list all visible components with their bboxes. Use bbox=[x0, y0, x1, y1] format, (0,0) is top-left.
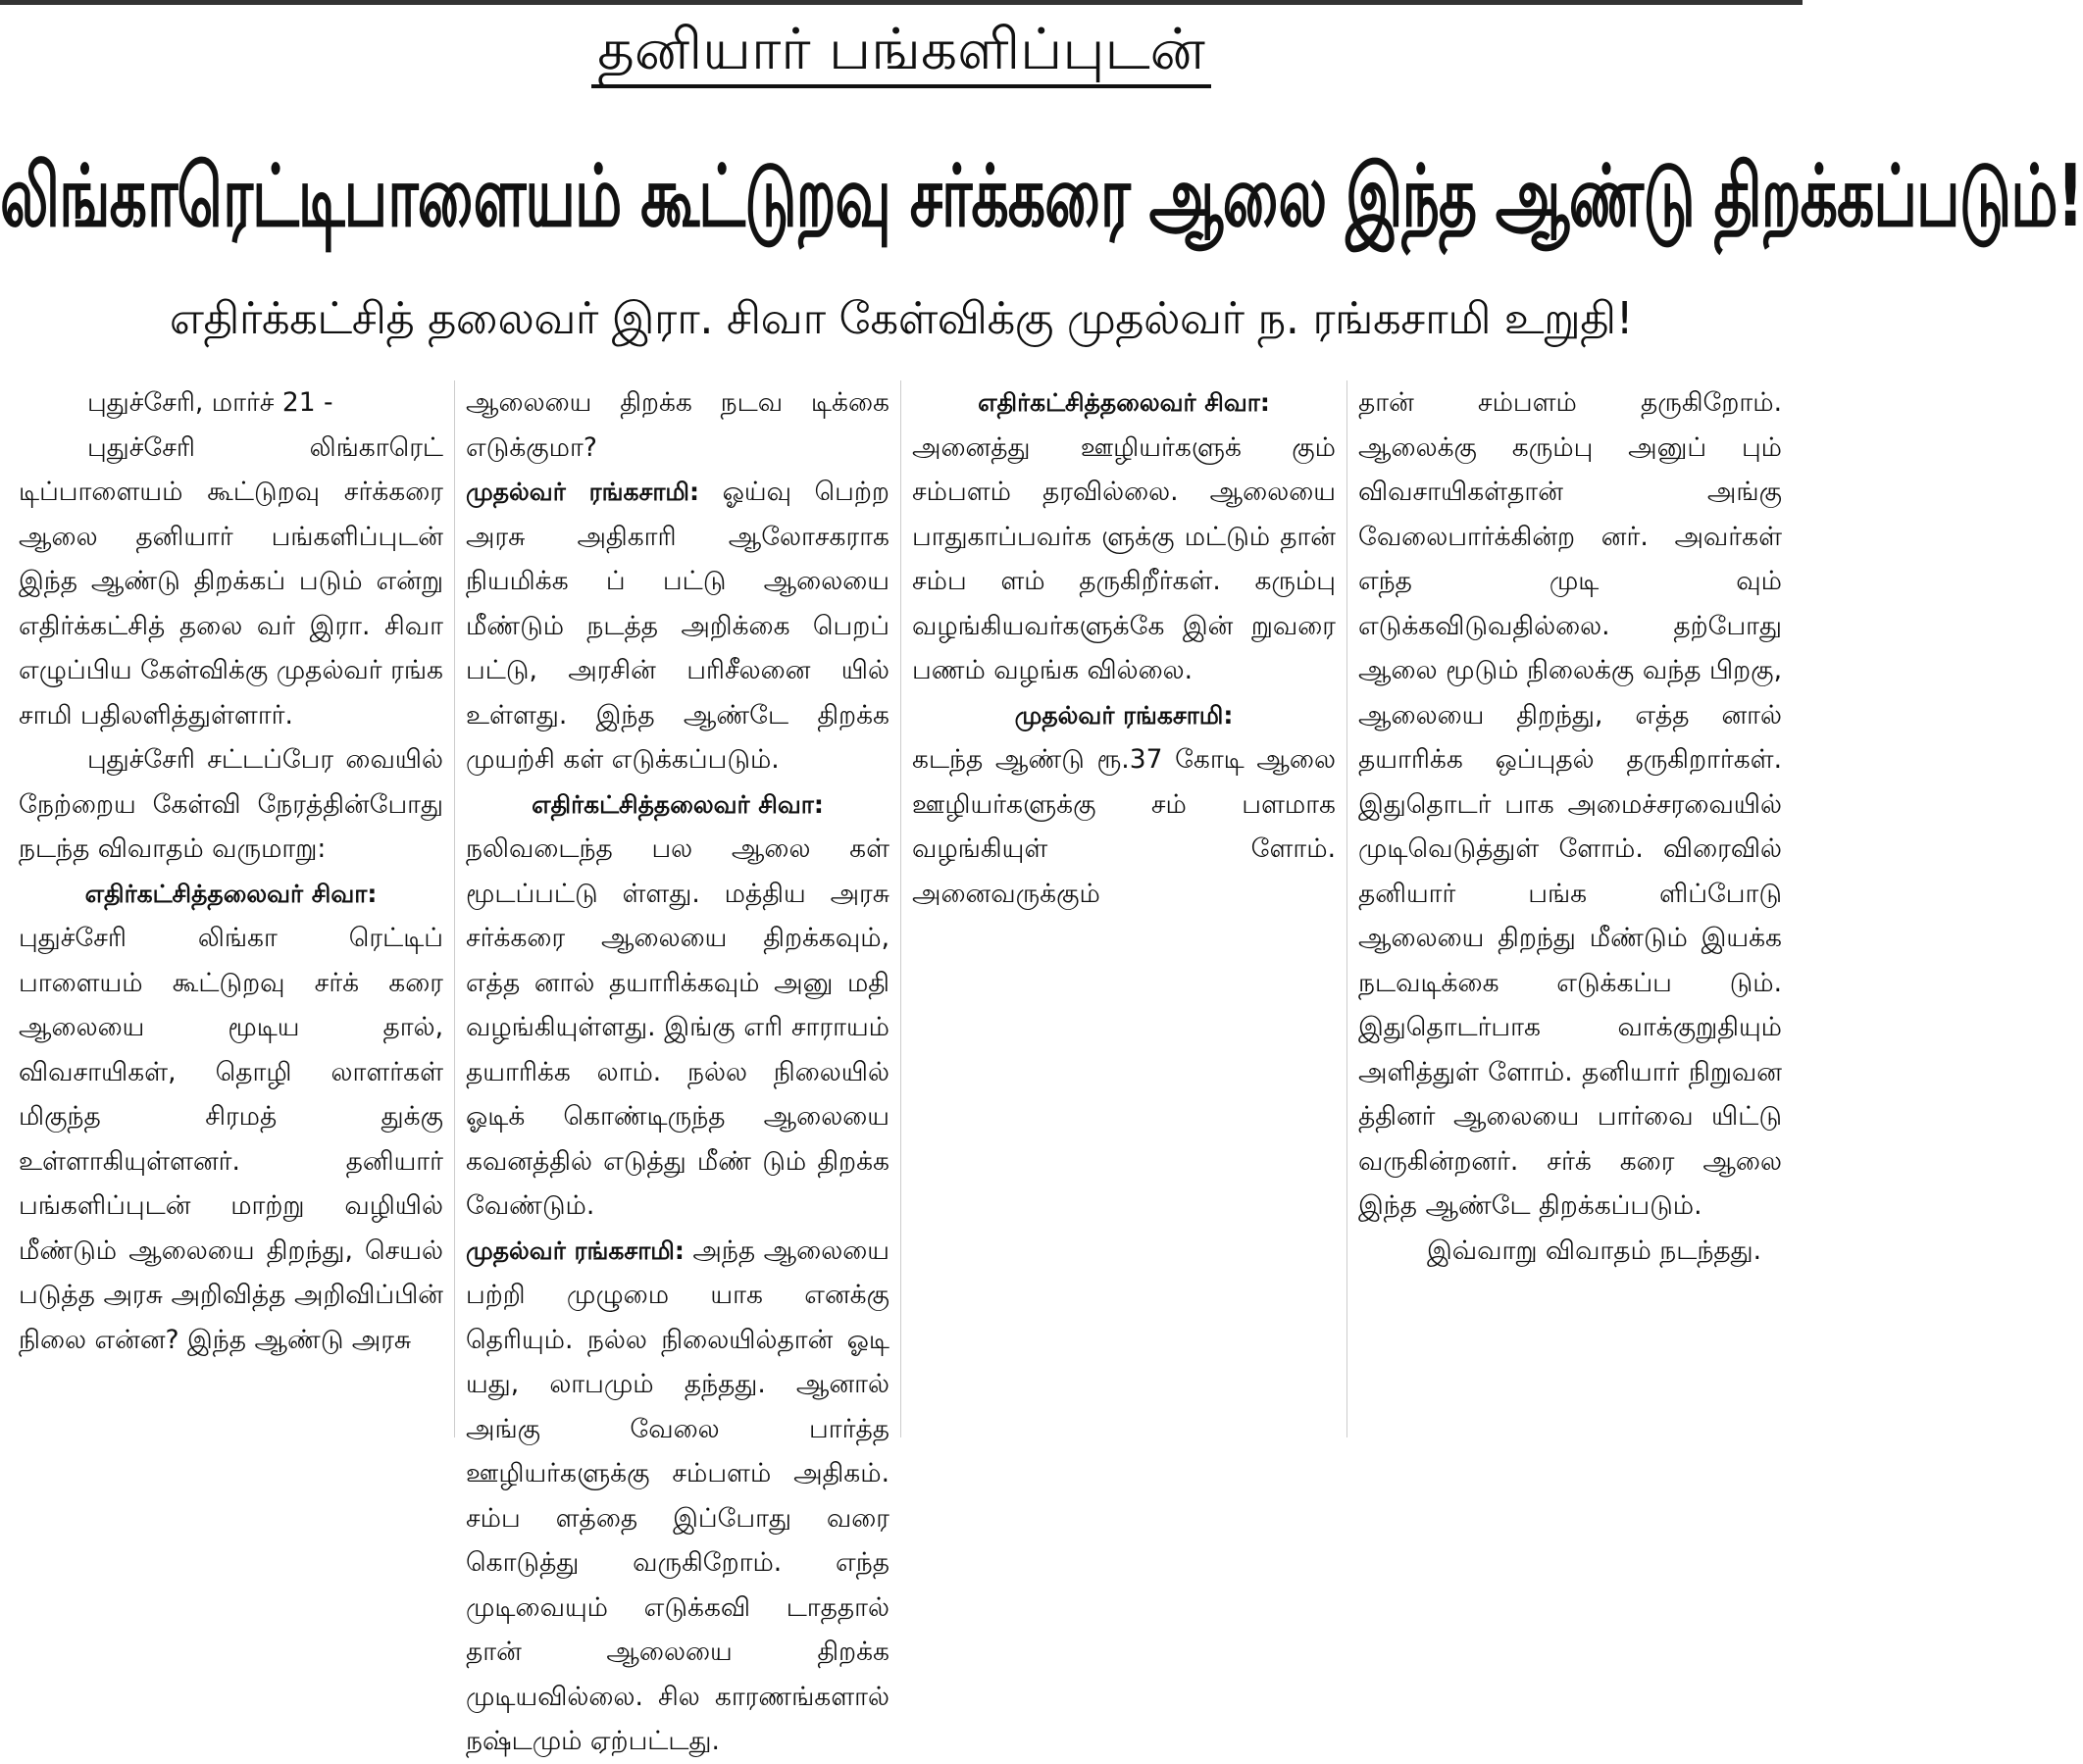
article-column-2 bbox=[454, 380, 900, 1756]
top-border-rule bbox=[0, 0, 1803, 5]
article-paragraph bbox=[466, 1229, 889, 1764]
article-paragraph: நலிவடைந்த பல ஆலை கள் மூடப்பட்டு ள்ளது. மத்திய அரசு சர்க்கரை ஆலையை திறக்கவும், எத்த னால் தயாரிக்கவும் அனு மதி வழங்கியுள்ளது. இங்கு எரி சாராயம் தயாரிக்க லாம். நல்ல நிலையில் ஓடிக் கொண்டிருந்த ஆலையை கவனத்தில் எடுத்து மீண் டும் திறக்க வேண்டும். bbox=[466, 833, 889, 1221]
speaker-label: எதிர்கட்சித்தலைவர் சிவா: bbox=[532, 789, 824, 819]
kicker-text: தனியார் பங்களிப்புடன் bbox=[591, 14, 1211, 88]
article-column-4 bbox=[1346, 380, 1793, 1437]
speaker-label: எதிர்கட்சித்தலைவர் சிவா: bbox=[84, 879, 378, 908]
answer-text: ஓய்வு பெற்ற அரசு அதிகாரி ஆலோசகராக நியமிக்க ப் பட்டு ஆலையை மீண்டும் நடத்த அறிக்கை பெறப் பட்டு, அரசின் பரிசீலனை யில் உள்ளது. இந்த ஆண்டே திறக்க முயற்சி கள் எடுக்கப்படும். bbox=[466, 477, 889, 775]
speaker-label: எதிர்கட்சித்தலைவர் சிவா: bbox=[978, 388, 1270, 417]
dateline: புதுச்சேரி, மார்ச் 21 - bbox=[87, 387, 333, 418]
article-paragraph: கடந்த ஆண்டு ரூ.37 கோடி ஆலை ஊழியர்களுக்கு சம் பளமாக வழங்கியுள் ளோம். அனைவருக்கும் bbox=[912, 744, 1336, 909]
article-paragraph: புதுச்சேரி சட்டப்பேர வையில் நேற்றைய கேள்வி நேரத்தின்போது நடந்த விவாதம் வருமாறு: bbox=[19, 744, 443, 864]
headline: லிங்காரெட்டிபாளையம் கூட்டுறவு சர்க்கரை ஆலை இந்த ஆண்டு திறக்கப்படும்! bbox=[0, 147, 2083, 247]
speaker-label: முதல்வர் ரங்கசாமி: bbox=[466, 478, 699, 506]
kicker bbox=[0, 14, 1803, 88]
article-paragraph bbox=[466, 470, 889, 782]
article-column-3 bbox=[900, 380, 1346, 1437]
speaker-label: முதல்வர் ரங்கசாமி: bbox=[466, 1235, 685, 1265]
article-paragraph: அனைத்து ஊழியர்களுக் கும் சம்பளம் தரவில்லை. ஆலையை பாதுகாப்பவர்க ளுக்கு மட்டும் தான் சம்ப ளம் தருகிறீர்கள். கரும்பு வழங்கியவர்களுக்கே இன் றுவரை பணம் வழங்க வில்லை. bbox=[912, 431, 1336, 685]
closing-paragraph: இவ்வாறு விவாதம் நடந்தது. bbox=[1427, 1235, 1762, 1266]
speaker-label: முதல்வர் ரங்கசாமி: bbox=[1014, 700, 1234, 730]
article-paragraph: புதுச்சேரி லிங்காரெட் டிப்பாளையம் கூட்டுறவு சர்க்கரை ஆலை தனியார் பங்களிப்புடன் இந்த ஆண்டு திறக்கப் படும் என்று எதிர்க்கட்சித் தலை வர் இரா. சிவா எழுப்பிய கேள்விக்கு முதல்வர் ரங்க சாமி பதிலளித்துள்ளார். bbox=[19, 431, 443, 731]
subheadline: எதிர்க்கட்சித் தலைவர் இரா. சிவா கேள்விக்கு முதல்வர் ந. ரங்கசாமி உறுதி! bbox=[169, 292, 1634, 344]
answer-text: அந்த ஆலையை பற்றி முழுமை யாக எனக்கு தெரியும். நல்ல நிலையில்தான் ஓடி யது, லாபமும் தந்தது. ஆனால் அங்கு வேலை பார்த்த ஊழியர்களுக்கு சம்பளம் அதிகம். சம்ப ளத்தை இப்போது வரை கொடுத்து வருகிறோம். எந்த முடிவையும் எடுக்கவி டாததால் தான் ஆலையை திறக்க முடியவில்லை. சில காரணங்களால் நஷ்டமும் ஏற்பட்டது. bbox=[466, 1235, 889, 1756]
article-paragraph: தான் சம்பளம் தருகிறோம். ஆலைக்கு கரும்பு அனுப் பும் விவசாயிகள்தான் அங்கு வேலைபார்க்கின்ற னர். அவர்கள் எந்த முடி வும் எடுக்கவிடுவதில்லை. தற்போது ஆலை மூடும் நிலைக்கு வந்த பிறகு, ஆலையை திறந்து, எத்த னால் தயாரிக்க ஒப்புதல் தருகிறார்கள். இதுதொடர் பாக அமைச்சரவையில் முடிவெடுத்துள் ளோம். விரைவில் தனியார் பங்க ளிப்போடு ஆலையை திறந்து மீண்டும் இயக்க நடவடிக்கை எடுக்கப்ப டும். இதுதொடர்பாக வாக்குறுதியும் அளித்துள் ளோம். தனியார் நிறுவன த்தினர் ஆலையை பார்வை யிட்டு வருகின்றனர். சர்க் கரை ஆலை இந்த ஆண்டே திறக்கப்படும். bbox=[1358, 387, 1782, 1221]
article-body bbox=[8, 380, 1795, 1756]
article-paragraph: புதுச்சேரி லிங்கா ரெட்டிப் பாளையம் கூட்டுறவு சர்க் கரை ஆலையை மூடிய தால், விவசாயிகள், தொழி லாளர்கள் மிகுந்த சிரமத் துக்கு உள்ளாகியுள்ளனர். தனியார் பங்களிப்புடன் மாற்று வழியில் மீண்டும் ஆலையை திறந்து, செயல் படுத்த அரசு அறிவித்த அறிவிப்பின் நிலை என்ன? இந்த ஆண்டு அரசு bbox=[19, 923, 443, 1355]
article-column-1 bbox=[8, 380, 454, 1437]
article-paragraph: ஆலையை திறக்க நடவ டிக்கை எடுக்குமா? bbox=[466, 387, 889, 463]
